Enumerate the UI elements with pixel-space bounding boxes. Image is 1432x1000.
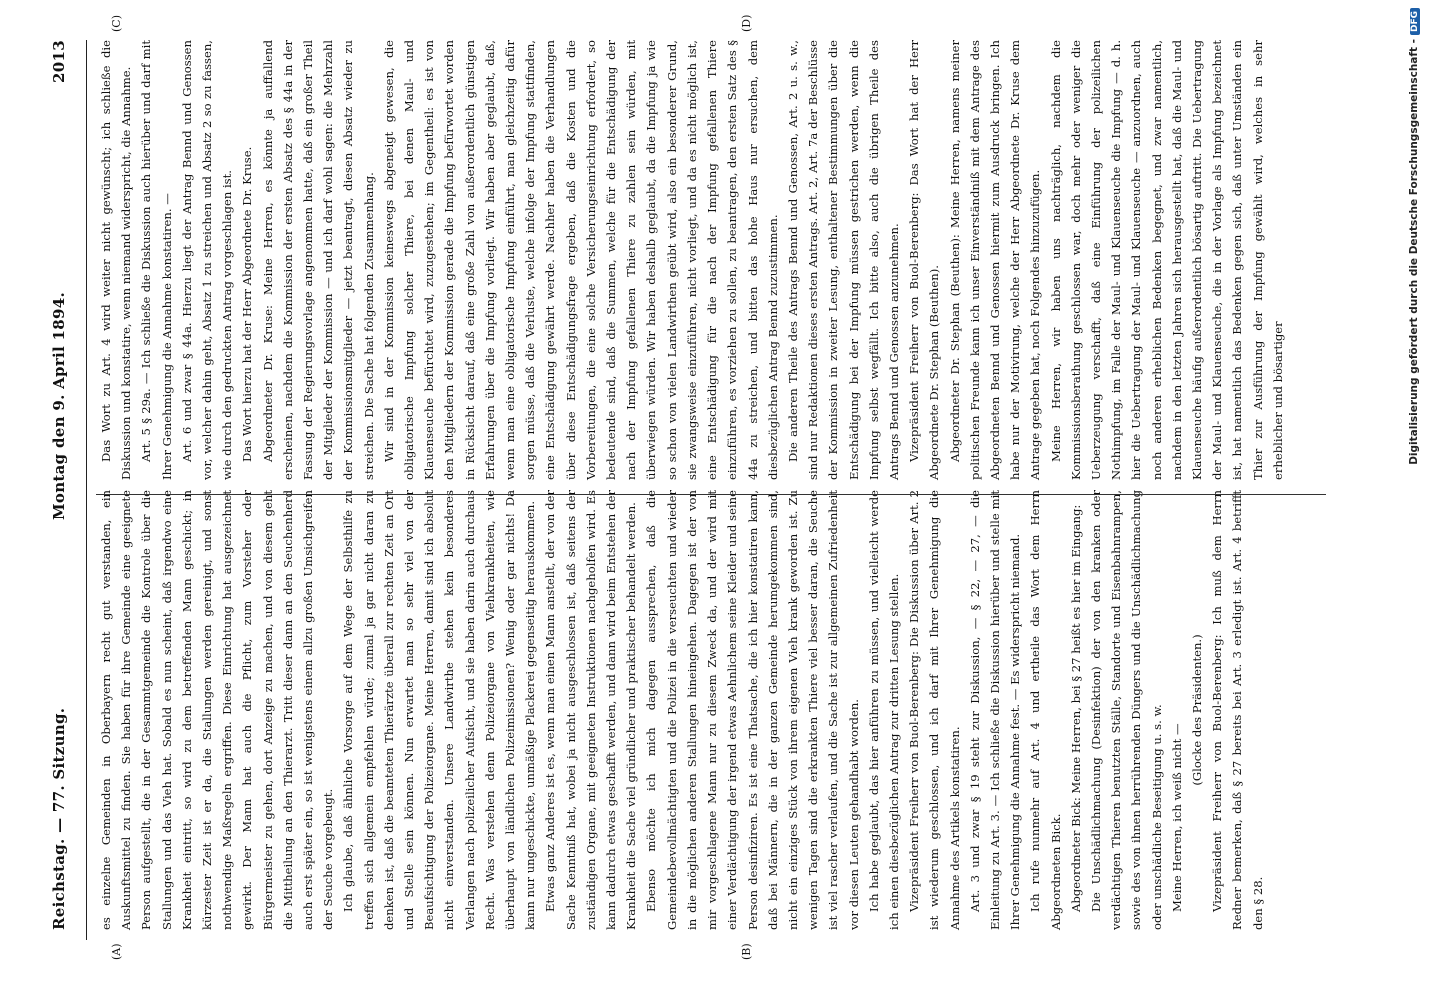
- credit-text: Digitalisierung gefördert durch die Deutsche Forschungsgemeinschaft -: [1408, 39, 1420, 465]
- paragraph: Vizepräsident Freiherr von Buol-Berenberg: Das Wort hat der Herr Abgeordnete Dr. Stephan (Beuthen).: [907, 40, 942, 480]
- dfg-logo: DFG: [1410, 8, 1420, 35]
- paragraph: Art. 6 und zwar § 44a. Hierzu liegt der Antrag Bennd und Genossen vor, welcher dahin geht, Absatz 1 zu streichen und Absatz 2 so zu fassen, wie durch den gedruckten Antrag vorgeschlagen ist.: [179, 40, 235, 480]
- paragraph: Ich rufe nunmehr auf Art. 4 und ertheile das Wort dem Herrn Abgeordneten Bick.: [1028, 490, 1063, 930]
- page-header: [40, 40, 80, 960]
- paragraph: Abgeordneter Dr. Stephan (Beuthen): Meine Herren, namens meiner politischen Freunde kann ich unser Einverständniß mit dem Antrage des Abgeordneten Bennd und Genossen hiermit zum Ausdruck bringen. Ich habe nur der Motivirung, welche der Herr Abgeordnete Dr. Kruse dem Antrage gegeben hat, noch Folgendes hinzuzufügen.: [947, 40, 1043, 480]
- paragraph: Ich habe geglaubt, das hier anführen zu müssen, und vielleicht werde ich einen diesbezüglichen Antrag zur dritten Lesung stellen.: [866, 490, 901, 930]
- paragraph: Das Wort zu Art. 4 wird weiter nicht gewünscht; ich schließe die Diskussion und konstatire, wenn niemand widerspricht, die Annahme.: [99, 40, 134, 480]
- header-session: Reichstag. — 77. Sitzung.: [50, 707, 68, 930]
- margin-marker-b: (B): [740, 943, 753, 960]
- paragraph: (Glocke des Präsidenten.): [1189, 634, 1204, 786]
- header-date: Montag den 9. April 1894.: [50, 291, 68, 520]
- margin-marker-d: (D): [740, 14, 753, 32]
- paragraph: Wir sind in der Kommission keineswegs abgeneigt gewesen, die obligatorische Impfung solcher Thiere, bei denen Maul- und Klauenseuche befürchtet wird, zuzugestehen; im Gegentheil: es ist von den Mitgliedern der Kommission gerade die Impfung befürwortet worden in Rücksicht darauf, daß eine große Zahl von außerordentlich günstigen Erfahrungen über die Impfung vorliegt. Wir haben aber geglaubt, daß, wenn man eine obligatorische Impfung einführt, man gleichzeitig dafür sorgen müsse, daß die Verluste, welche infolge der Impfung stattfinden, eine Entschädigung gewährt werde. Nachher haben die Verhandlungen über diese Entschädigungsfrage ergeben, daß die Kosten und die Vorbereitungen, die eine solche Versicherungseinrichtung erfordert, so bedeutende sind, daß die Summen, welche für die Entschädigung der nach der Impfung gefallenen Thiere zu zahlen sein würden, mit überwiegen würden. Wir haben deshalb geglaubt, da die Impfung ja wie so schon von vielen Landwirthen geübt wird, also ein besonderer Grund, sie zwangsweise einzuführen, nicht vorliegt, und da es nicht möglich ist, eine Entschädigung für die nach der Impfung gefallenen Thiere einzuführen, es vorziehen zu sollen, zu beantragen, den ersten Satz des § 44a zu streichen, und bitten das hohe Haus nur ersuchen, dem diesbezüglichen Antrag Bennd zuzustimmen.: [381, 40, 780, 480]
- margin-marker-c: (C): [110, 15, 123, 32]
- page-number: 2013: [50, 40, 68, 83]
- paragraph: es einzelne Gemeinden in Oberbayern recht gut verstanden, ein Auskunftsmittel zu finden. Sie haben für ihre Gemeinde eine geeignete Person aufgestellt, die in der Gesammtgemeinde die Kontrole über die Stallungen und das Vieh hat. Sobald es nun scheint, daß irgendwo eine Krankheit eintritt, so wird zu dem betreffenden Mann geschickt; in kürzester Zeit ist er da, die Stallungen werden gereinigt, und sonst nothwendige Maßregeln ergriffen. Diese Einrichtung hat ausgezeichnet gewirkt. Der Mann hat auch die Pflicht, zum Vorsteher oder Bürgermeister zu gehen, dort Anzeige zu machen, und von diesem geht die Mittheilung an den Thierarzt. Tritt dieser dann an den Seuchenherd auch erst später ein, so ist wenigstens einem allzu großen Umsichgreifen der Seuche vorgebeugt.: [99, 490, 336, 930]
- paragraph: Abgeordneter Dr. Kruse: Meine Herren, es könnte ja auffallend erscheinen, nachdem die Kommission der ersten Absatz des § 44a in der Fassung der Regierungsvorlage angenommen hatte, daß ein großer Theil der Mitglieder der Kommission — und ich darf wohl sagen: die Mehrzahl der Kommissionsmitglieder — jetzt beantragt, diesen Absatz wieder zu streichen. Die Sache hat folgenden Zusammenhang.: [260, 40, 376, 480]
- paragraph: Vizepräsident Freiherr von Buol-Berenberg: Ich muß dem Herrn Redner bemerken, daß § 27 bereits bei Art. 3 erledigt ist. Art. 4 betrifft den § 28.: [1210, 490, 1265, 930]
- paragraph: Ich glaube, daß ähnliche Vorsorge auf dem Wege der Selbsthilfe zu treffen sich allgemein empfehlen würde; zumal ja gar nicht daran zu denken ist, daß die beamteten Thierärzte überall zur rechten Zeit an Ort und Stelle sein können. Nun erwartet man so sehr viel von der Beaufsichtigung der Polizeiorgane. Meine Herren, damit sind ich absolut nicht einverstanden. Unsere Landwirthe stehen kein besonderes Verlangen nach polizeilicher Aufsicht, und sie haben darin auch durchaus Recht. Was verstehen denn Polizeiorgane von Viehkrankheiten, wie überhaupt von ländlichen Polizeimissionen? Wenig oder gar nichts! Da kann nur ungeschickte, unmäßige Plackerei gegenseitig herauskommen.: [341, 490, 538, 930]
- paragraph: Ebenso möchte ich mich dagegen aussprechen, daß die Gemeindebevollmächtigten und die Polizei in die verseuchten und wieder in die möglichen anderen Stallungen hineingehen. Dagegen ist der von mir vorgeschlagene Mann nur zu diesem Zweck da, und der wird mit einer Verdächtigung der irgend etwas Aehnlichem seine Kleider und seine Person desinfiziren. Es ist eine Thatsache, die ich hier konstatiren kann, daß bei Männern, die in der ganzen Gemeinde herumgekommen sind, nicht ein einziges Stück von ihrem eigenen Vieh krank geworden ist. Zu wenigen Tagen sind die erkrankten Thiere viel besser daran, die Seuche ist viel rascher verlaufen, und die Sache ist zur allgemeinen Zufriedenheit vor diesen Leuten gehandhabt worden.: [644, 490, 861, 930]
- paragraph: Die anderen Theile des Antrags Bennd und Genossen, Art. 2 u. s. w., sind nur Redaktionen dieses ersten Antrags. Art. 2, Art. 7a der Beschlüsse der Kommission in zweiter Lesung, enthaltener Bestimmungen über die Entschädigung bei der Impfung müssen gestrichen werden, wenn die Impfung selbst wegfällt. Ich bitte also, auch die übrigen Theile des Antrags Bennd und Genossen anzunehmen.: [785, 40, 901, 480]
- paragraph: Art. 3 und zwar § 19 steht zur Diskussion, — § 22, — 27, — die Einleitung zu Art. 3. — Ich schließe die Diskussion hierüber und stelle mit Ihrer Genehmigung die Annahme fest. — Es widerspricht niemand.: [967, 490, 1023, 930]
- paragraph: Das Wort hierzu hat der Herr Abgeordnete Dr. Kruse.: [240, 146, 255, 462]
- margin-marker-a: (A): [110, 943, 123, 960]
- paragraph: Etwas ganz Anderes ist es, wenn man einen Mann anstellt, der von der Sache Kenntniß hat, wobei ja nicht ausgeschlossen ist, daß seitens der zuständigen Organe, mit geeigneten Instruktionen nachgeholfen wird. Es kann dadurch etwas geschafft werden, und dann wird beim Entstehen der Krankheit die Sache viel gründlicher und praktischer behandelt werden.: [543, 490, 639, 930]
- column-divider: [96, 494, 1326, 495]
- text-column-right: [96, 40, 1288, 480]
- paragraph: Die Unschädlichmachung (Desinfektion) der von den kranken oder verdächtigen Thieren benutzten Ställe, Standorte und Eisenbahnrampen, sowie des von ihnen herrührenden Düngers und die Unschädlichmachung oder unschädliche Beseitigung u. s. w.: [1088, 490, 1164, 930]
- header-rule: [86, 40, 87, 940]
- paragraph: Meine Herren, ich weiß nicht —: [1169, 723, 1184, 912]
- paragraph: Abgeordneter Bick: Meine Herren, bei § 27 heißt es hier im Eingang:: [1068, 504, 1083, 912]
- paragraph: Vizepräsident Freiherr von Buol-Berenberg: Die Diskussion über Art. 2 ist wiederum geschlossen, und ich darf mit Ihrer Genehmigung die Annahme des Artikels konstatiren.: [907, 490, 962, 930]
- paragraph: Art. 5 § 29a. — Ich schließe die Diskussion auch hierüber und darf mit Ihrer Genehmigung die Annahme konstatiren. —: [139, 40, 174, 480]
- text-column-left: [96, 490, 1268, 930]
- paragraph: Meine Herren, wir haben uns nachträglich, nachdem die Kommissionsberathung geschlossen war, doch mehr oder weniger die Ueberzeugung verschafft, daß eine Einführung der polizeilichen Nothimpfung, im Falle der Maul- und Klauenseuche die Impfung — d. h. hier die Uebertragung der Maul- und Klauenseuche — anzuordnen, auch noch anderen erheblichen Bedenken begegnet, und zwar namentlich, nachdem in den letzten Jahren sich herausgestellt hat, daß die Maul- und Klauenseuche häufig außerordentlich bösartig auftritt. Die Uebertragung der Maul- und Klauenseuche, die in der Vorlage als Impfung bezeichnet ist, hat namentlich das Bedenken gegen sich, daß unter Umständen ein Thier zur Ausführung der Impfung gewählt wird, welches in sehr erheblicher und bösartiger: [1048, 40, 1285, 480]
- digitization-credit: [1408, 0, 1420, 1000]
